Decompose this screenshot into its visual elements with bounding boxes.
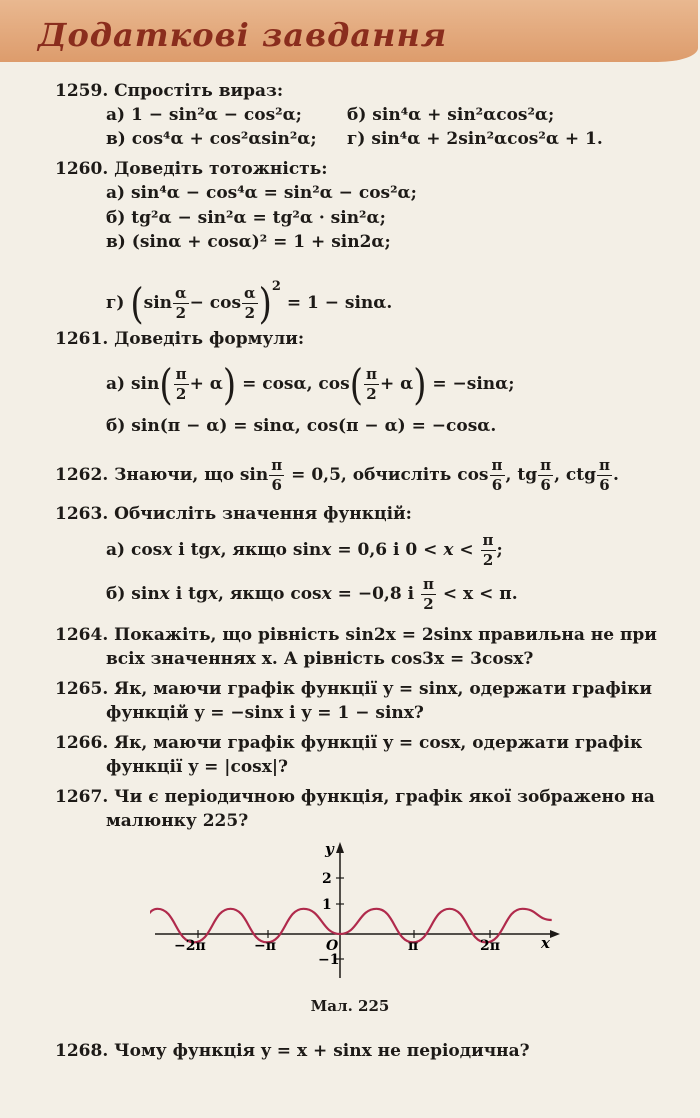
problem-1259-b: б) sin⁴α + sin²αcos²α;	[347, 105, 555, 125]
fraction: $\frac{\alpha}{2}$	[175, 284, 187, 322]
problem-number: 1260.	[55, 159, 109, 179]
problem-1263-a: а) cosx і tgx, якщо sinx = 0,6 і 0 < x < $\frac{\pi}{2}$ ;	[106, 531, 503, 569]
problem-text: , tg	[505, 465, 538, 485]
problem-1260-heading	[55, 158, 328, 180]
problem-text: Покажіть, що рівність sin2x = 2sinx правильна не при	[114, 625, 657, 645]
problem-1264-line1	[55, 624, 657, 646]
problem-text: Як, маючи графік функції y = sinx, одержати графіки	[114, 679, 653, 699]
figure-caption: Мал. 225	[310, 997, 390, 1015]
y-tick-label-2: 2	[322, 871, 332, 887]
y-axis-arrow	[336, 842, 344, 853]
problem-1259-heading	[55, 80, 283, 102]
problem-1263-b: б) sinx і tgx, якщо cosx = −0,8 і $\frac{\pi}{2}$ < x < π.	[106, 575, 518, 613]
problem-1260-a: а) sin⁴α − cos⁴α = sin²α − cos²α;	[106, 183, 417, 203]
problem-1265-line1	[55, 678, 652, 700]
problem-text: Як, маючи графік функції y = cosx, одержати графік	[114, 733, 643, 753]
problem-1262: 1262. Знаючи, що sin $\frac{\pi}{6}$ = 0,5, обчисліть cos $\frac{\pi}{6}$ , tg $\frac{\pi}{6}$ , ctg $\frac{\pi}{6}$ .	[55, 456, 619, 494]
y-tick-label-1: 1	[322, 897, 332, 913]
paren-open: (	[130, 278, 144, 329]
problem-number: 1264.	[55, 625, 109, 645]
equation-tail: = 1 − sinα.	[286, 293, 393, 313]
problem-1264-line2: всіх значеннях x. А рівність cos3x = 3cosx?	[106, 649, 534, 669]
problem-1261-b: б) sin(π − α) = sinα, cos(π − α) = −cosα.	[106, 416, 497, 436]
problem-number: 1261.	[55, 329, 109, 349]
fraction: $\frac{\alpha}{2}$	[244, 284, 256, 322]
problem-1268	[55, 1040, 530, 1062]
problem-1265-line2: функцій y = −sinx і y = 1 − sinx?	[106, 703, 424, 723]
problem-1261-heading	[55, 328, 304, 350]
problem-1266-line2: функції y = |cosx|?	[106, 757, 289, 777]
problem-text: , ctg	[554, 465, 596, 485]
problem-text: Доведіть формули:	[114, 329, 305, 349]
problem-text: Спростіть вираз:	[114, 81, 284, 101]
paren-close: )	[258, 278, 272, 329]
x-tick-label-minus-2pi: −2π	[174, 938, 206, 954]
problem-number: 1266.	[55, 733, 109, 753]
problem-1260-c: в) (sinα + cosα)² = 1 + sin2α;	[106, 232, 391, 252]
problem-text: Обчисліть значення функцій:	[114, 504, 412, 524]
x-axis-arrow	[550, 930, 560, 938]
problem-1259-d: г) sin⁴α + 2sin²αcos²α + 1.	[347, 129, 603, 149]
problem-number: 1262.	[55, 465, 109, 485]
problem-1259-a: а) 1 − sin²α − cos²α;	[106, 105, 302, 125]
x-axis-label: x	[541, 934, 550, 952]
problem-1260-d: г) (sin $\frac{\alpha}{2}$ − cos $\frac{\alpha}{2}$ )$^2$ = 1 − sinα.	[106, 278, 393, 329]
problem-1267-line2: малюнку 225?	[106, 811, 249, 831]
section-title: Додаткові завдання	[38, 16, 448, 54]
item-label: г)	[106, 293, 125, 313]
problem-1260-b: б) tg²α − sin²α = tg²α · sin²α;	[106, 208, 386, 228]
problem-1266-line1	[55, 732, 642, 754]
origin-label: O	[326, 938, 339, 954]
problem-1261-a: а) sin( $\frac{\pi}{2}$ + α) = cosα, cos( $\frac{\pi}{2}$ + α) = −sinα;	[106, 359, 515, 410]
problem-number: 1263.	[55, 504, 109, 524]
problem-text: Доведіть тотожність:	[114, 159, 328, 179]
figure-225	[150, 838, 570, 983]
problem-text: = 0,5, обчисліть cos	[291, 465, 489, 485]
y-tick-label-minus-1: −1	[318, 952, 340, 968]
problem-1259-c: в) cos⁴α + cos²αsin²α;	[106, 129, 317, 149]
problem-number: 1267.	[55, 787, 109, 807]
equation-part: = cosα,	[242, 374, 313, 394]
problem-1263-heading	[55, 503, 412, 525]
problem-1267-line1	[55, 786, 655, 808]
problem-text: Знаючи, що sin	[114, 465, 269, 485]
problem-number: 1265.	[55, 679, 109, 699]
y-axis-label: y	[325, 840, 334, 858]
item-label: а)	[106, 374, 126, 394]
problem-text: Чи є періодичною функція, графік якої зображено на	[114, 787, 655, 807]
problem-number: 1268.	[55, 1041, 109, 1061]
x-tick-label-pi: π	[408, 938, 419, 954]
x-tick-label-2pi: 2π	[480, 938, 500, 954]
equation-part: = −sinα;	[432, 374, 515, 394]
x-tick-label-minus-pi: −π	[254, 938, 276, 954]
problem-number: 1259.	[55, 81, 109, 101]
problem-text: Чому функція y = x + sinx не періодична?	[114, 1041, 530, 1061]
